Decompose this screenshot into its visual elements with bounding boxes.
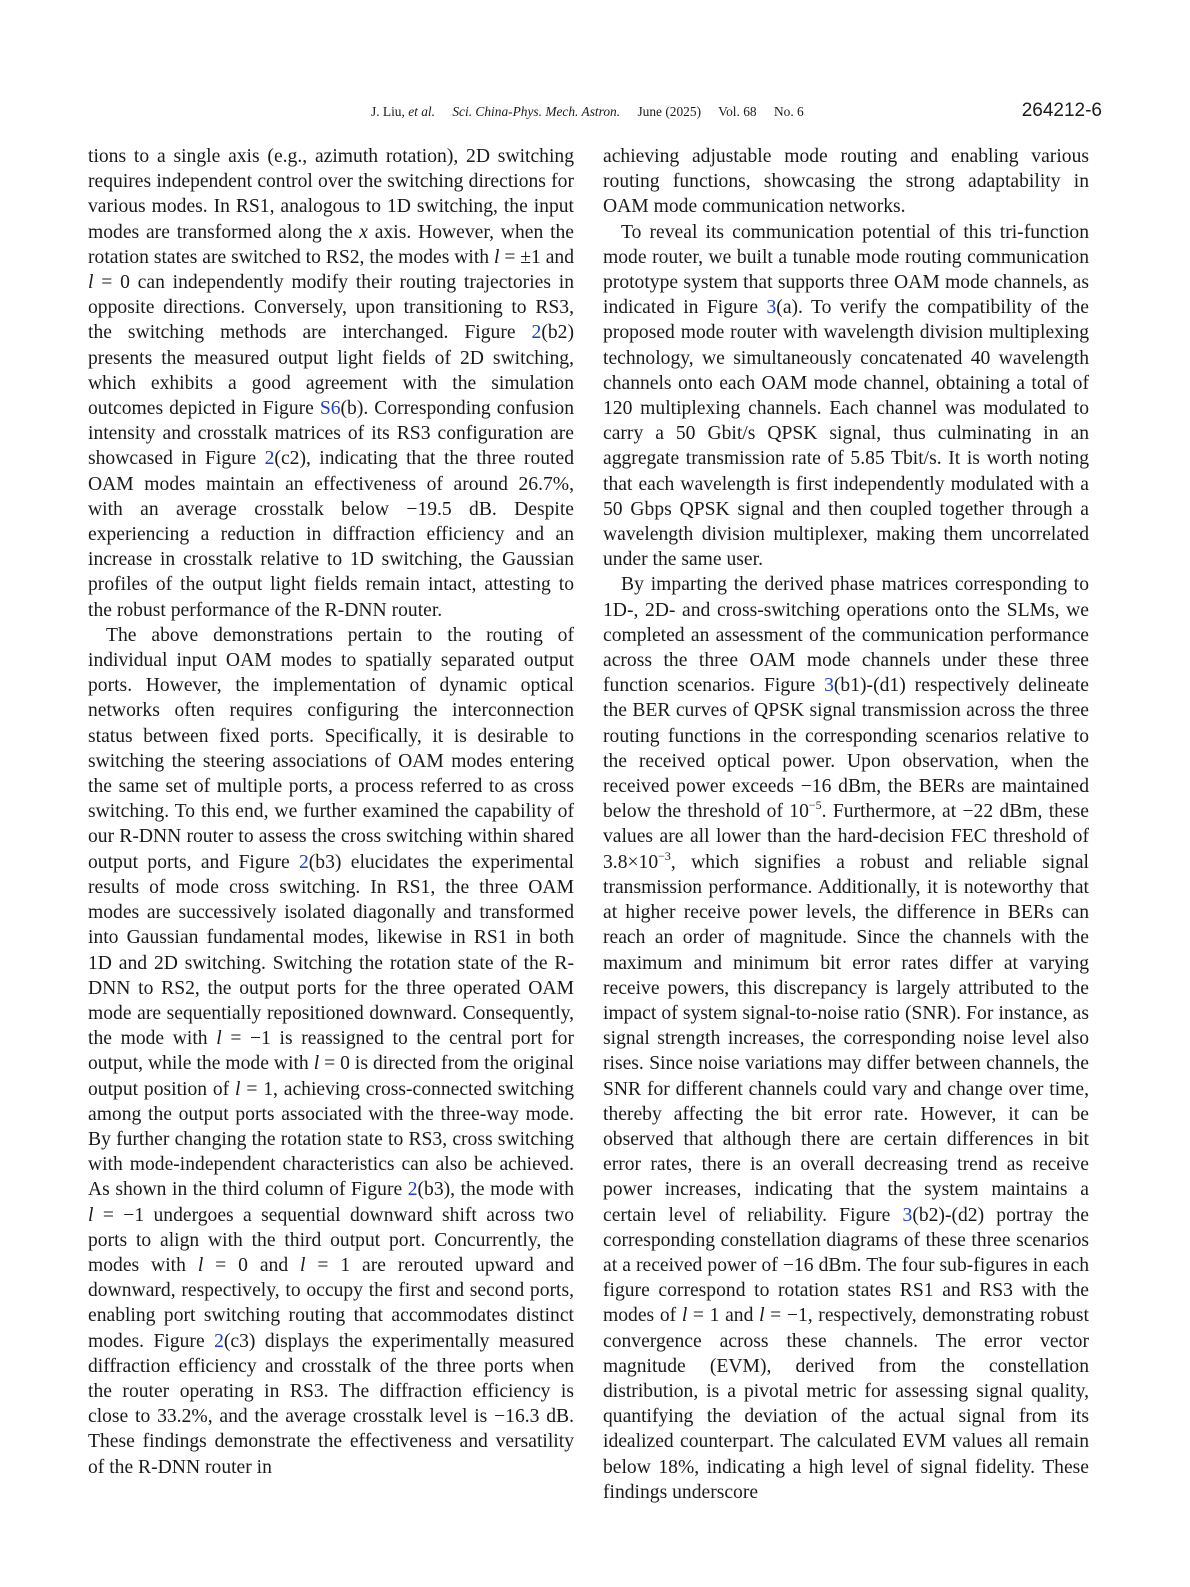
left-column [88,144,574,1480]
math-variable: l [235,1078,241,1100]
body-text: (b3) elucidates the experimental results of mode cross switching. In RS1, the three OAM modes are successively isolated diagonally and transformed into Gaussian fundamental modes, likewise in RS1 in both 1D and 2D switching. Switching the rotation state of the R-DNN to RS2, the output ports for the three operated OAM mode are sequentially repositioned downward. Consequently, the mode with [88,851,575,1050]
figure-reference-link[interactable]: 3 [902,1204,913,1226]
body-text: (b3), the mode with [417,1179,575,1201]
body-text: (a). To verify the compatibility of the proposed mode router with wavelength division multiplexing technology, we simultaneously concatenated 40 wavelength channels onto each OAM mode channel, obtaining a total of 120 multiplexing channels. Each channel was modulated to carry a 50 Gbit/s QPSK signal, thus culminating in an aggregate transmission rate of 5.85 Tbit/s. It is worth noting that each wavelength is first independently modulated with a 50 Gbps QPSK signal and then coupled together through a wavelength division multiplexer, making them uncorrelated under the same user. [603,297,1090,571]
body-text: = 0 can independently modify their routing trajectories in opposite directions. Conversely, upon transitioning to RS3, the switching methods are interchanged. Figure [88,272,574,344]
journal-name [452,104,620,119]
math-variable: x [359,221,368,243]
right-column [603,144,1089,1505]
body-text: = −1 undergoes a sequential downward shift across two ports to align with the third output port. Concurrently, the modes with [88,1204,574,1276]
body-text: , which signifies a robust and reliable signal transmission performance. Additionally, it is noteworthy that at higher receive power levels, the difference in BERs can reach an order of magnitude. Since the channels with the maximum and minimum bit error rates differ at varying receive powers, this discrepancy is largely attributed to the impact of system signal-to-noise ratio (SNR). For instance, as signal strength increases, the corresponding noise level also rises. Since noise variations may differ between channels, the SNR for different channels could vary and change over time, thereby affecting the bit error rate. However, it can be observed that although there are certain differences in bit error rates, there is an overall decreasing trend as receive power increases, indicating that the system maintains a certain level of reliability. Figure [603,851,1089,1226]
math-variable: l [300,1254,306,1276]
issue-number: No. 6 [773,104,804,119]
body-text: (b). Corresponding confusion intensity and crosstalk matrices of its RS3 configuration are showcased in Figure [88,398,574,470]
body-text: (c2), indicating that the three routed OAM modes maintain an effectiveness of around 26.7%, with an average crosstalk below −19.5 dB. Despite experiencing a reduction in diffraction efficiency and an increase in crosstalk relative to 1D switching, the Gaussian profiles of the output light fields remain intact, attesting to the robust performance of the R-DNN router. [88,448,574,621]
authors [371,104,435,119]
body-text: = 0 is directed from the original output position of [88,1053,574,1100]
paragraph [603,220,1089,573]
figure-reference-link[interactable]: S6 [319,398,341,420]
body-text: By imparting the derived phase matrices corresponding to 1D-, 2D- and cross-switching operations onto the SLMs, we completed an assessment of the communication performance across the three OAM mode channels under these three function scenarios. Figure [603,574,1089,697]
figure-reference-link[interactable]: 2 [264,448,275,470]
superscript-exponent: −5 [808,798,822,813]
body-text: axis. However, when the rotation states are switched to RS2, the modes with [88,221,575,268]
running-header [0,100,1190,124]
figure-reference-link[interactable]: 3 [766,297,777,319]
figure-reference-link[interactable]: 3 [824,675,834,697]
journal-title: Sci. China-Phys. Mech. Astron. [452,104,621,119]
body-text: = −1, respectively, demonstrating robust convergence across these channels. The error vector magnitude (EVM), derived from the constellation distribution, is a pivotal metric for assessing signal quality, quantifying the deviation of the actual signal from its idealized counterpart. The calculated EVM values all remain below 18%, indicating a high level of signal fidelity. These findings underscore [603,1305,1089,1503]
body-text: (c3) displays the experimentally measured diffraction efficiency and crosstalk of the three ports when the router operating in RS3. The diffraction efficiency is close to 33.2%, and the average crosstalk level is −16.3 dB. These findings demonstrate the effectiveness and versatility of the R-DNN router in [88,1330,574,1478]
author-names: J. Liu, [371,104,409,119]
math-variable: l [313,1053,320,1075]
figure-reference-link[interactable]: 2 [298,851,309,873]
paragraph [88,623,574,1480]
paragraph [88,144,574,623]
body-text: The above demonstrations pertain to the routing of individual input OAM modes to spatially separated output ports. However, the implementation of dynamic optical networks often requires configuring the interconnection status between fixed ports. Specifically, it is desirable to switching the steering associations of OAM modes entering the same set of multiple ports, a process referred to as cross switching. To this end, we further examined the capability of our R-DNN router to assess the cross switching within shared output ports, and Figure [88,624,574,873]
body-text: achieving adjustable mode routing and enabling various routing functions, showcasing the strong adaptability in OAM mode communication networks. [603,146,1089,218]
body-text: = 1, achieving cross-connected switching among the output ports associated with the three-way mode. By further changing the rotation state to RS3, cross switching with mode-independent characteristics can also be achieved. As shown in the third column of Figure [88,1078,574,1201]
et-al: et al. [408,104,435,119]
body-text: To reveal its communication potential of this tri-function mode router, we built a tunable mode routing communication prototype system that supports three OAM mode channels, as indicated in Figure [603,221,1089,319]
body-text: tions to a single axis (e.g., azimuth rotation), 2D switching requires independent control over the switching directions for various modes. In RS1, analogous to 1D switching, the input modes are transformed along the [88,146,574,243]
math-variable: l [681,1305,688,1327]
math-variable: l [759,1305,765,1327]
body-text: = −1 is reassigned to the central port for output, while the mode with [88,1028,575,1075]
math-variable: l [88,272,94,294]
page-number: 264212-6 [1021,100,1102,121]
figure-reference-link[interactable]: 2 [407,1179,418,1201]
issue-date: June (2025) [637,104,702,119]
body-text: = ±1 and [499,246,575,268]
body-text: = 1 and [687,1305,760,1327]
math-variable: l [197,1254,204,1276]
paragraph [603,144,1089,220]
figure-reference-link[interactable]: 2 [531,322,542,344]
figure-reference-link[interactable]: 2 [214,1330,224,1352]
body-text: = 0 and [203,1254,301,1276]
math-variable: l [88,1204,94,1226]
body-text: = 1 are rerouted upward and downward, respectively, to occupy the first and second ports, enabling port switching routing that accommodates distinct modes. Figure [88,1254,575,1352]
body-text: (b2) presents the measured output light fields of 2D switching, which exhibits a good agreement with the simulation outcomes depicted in Figure [88,322,574,420]
math-variable: l [493,246,500,268]
body-text: (b2)-(d2) portray the corresponding constellation diagrams of these three scenarios at a received power of −16 dBm. The four sub-figures in each figure correspond to rotation states RS1 and RS3 with the modes of [603,1204,1089,1327]
body-text: . Furthermore, at −22 dBm, these values are all lower than the hard-decision FEC threshold of 3.8×10 [603,801,1089,873]
citation-line [371,104,818,120]
body-text: (b1)-(d1) respectively delineate the BER curves of QPSK signal transmission across the three routing functions in the corresponding scenarios relative to the received optical power. Upon observation, when the received power exceeds −16 dBm, the BERs are maintained below the threshold of 10 [603,675,1089,823]
math-variable: l [216,1028,222,1050]
volume: Vol. 68 [718,104,757,119]
superscript-exponent: −3 [658,848,671,863]
paragraph [603,572,1089,1505]
